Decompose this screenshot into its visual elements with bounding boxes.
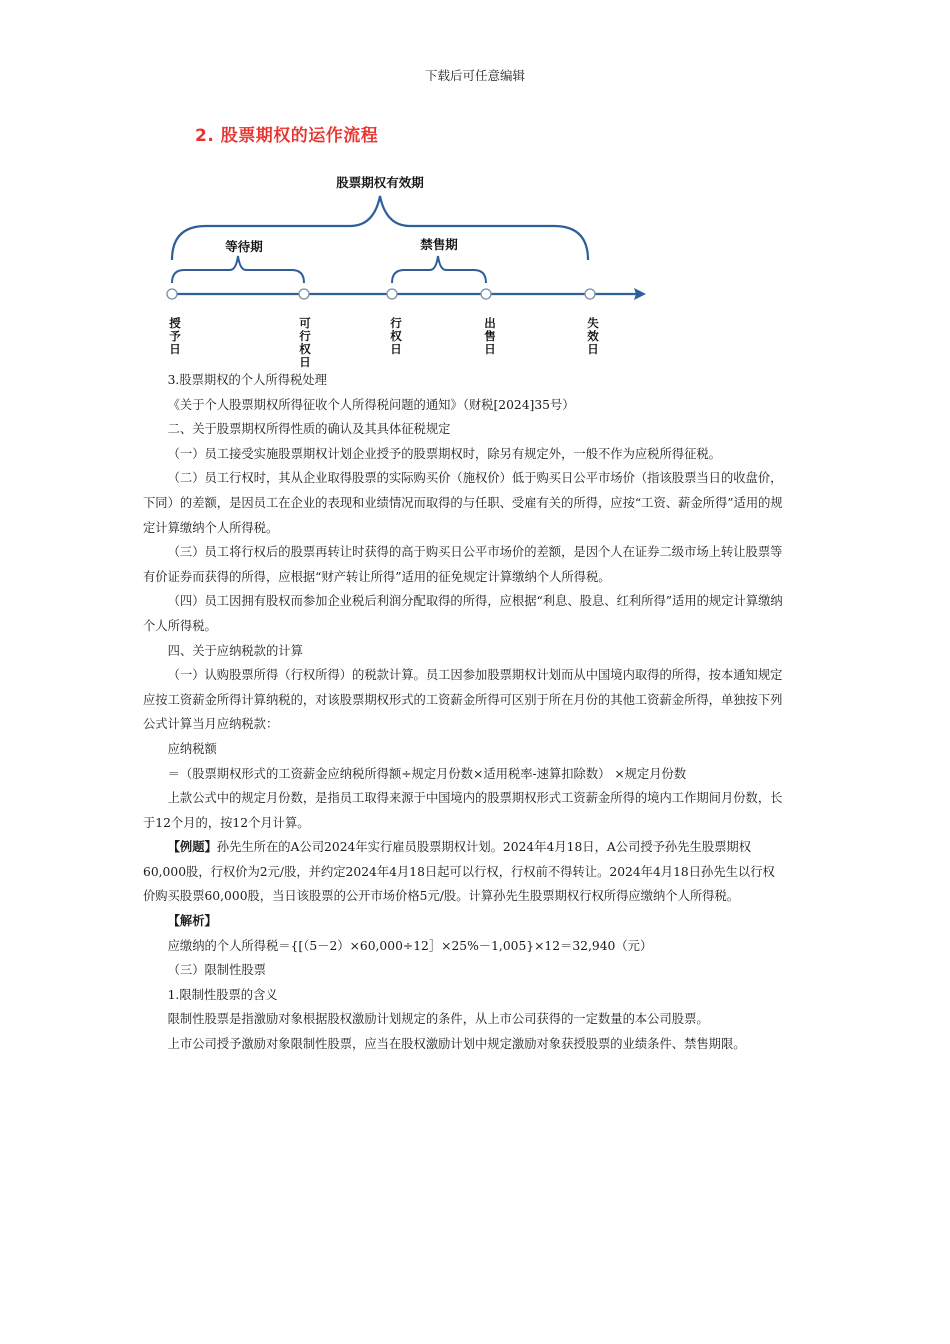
- document-body: [143, 368, 783, 1057]
- svg-text:授: 授: [169, 316, 181, 330]
- paragraph-restricted-definition: 限制性股票是指激励对象根据股权激励计划规定的条件，从上市公司获得的一定数量的本公司股票。: [167, 1012, 709, 1027]
- paragraph-example: [143, 835, 783, 909]
- paragraph-calc-1: （一）认购股票所得（行权所得）的税款计算。员工因参加股票期权计划而从中国境内取得的所得，按本通知规定应按工资薪金所得计算纳税的，对该股票期权形式的工资薪金所得可区别于所在月份的其他工资薪金所得，单独按下列公式计算当月应纳税款：: [143, 668, 783, 732]
- svg-text:行: 行: [390, 316, 402, 330]
- page-header: 下载后可任意编辑: [424, 68, 525, 83]
- paragraph-section-four: 四、关于应纳税款的计算: [167, 643, 303, 658]
- node-vesting-date: [299, 289, 309, 299]
- paragraph-formula-label: 应纳税额: [167, 741, 217, 756]
- svg-text:行: 行: [299, 329, 311, 343]
- label-exercise-date: [390, 316, 402, 356]
- paragraph-notice-title: 《关于个人股票期权所得征收个人所得税问题的通知》（财税[2024]35号）: [167, 397, 575, 412]
- label-sale-date: [484, 316, 496, 356]
- paragraph-restricted-conditions: 上市公司授予激励对象限制性股票，应当在股权激励计划中规定激励对象获授股票的业绩条件、禁售期限。: [167, 1037, 746, 1052]
- node-sale-date: [481, 289, 491, 299]
- label-expiry-date: [587, 316, 599, 356]
- svg-text:失: 失: [587, 316, 599, 330]
- node-expiry-date: [585, 289, 595, 299]
- example-text: 孙先生所在的A公司2024年实行雇员股票期权计划。2024年4月18日，A公司授予孙先生股票期权60,000股，行权价为2元/股，并约定2024年4月18日起可以行权，行权前不得转让。2024年4月18日孙先生以行权价购买股票60,000股，当日该股票的公开市场价格5元/股。计算孙先生股票期权行权所得应缴纳个人所得税。: [143, 840, 775, 904]
- svg-text:效: 效: [587, 329, 599, 343]
- label-vesting-date: [299, 316, 311, 368]
- lockup-period-label: 禁售期: [420, 237, 458, 252]
- svg-text:日: 日: [169, 342, 181, 356]
- waiting-period-label: 等待期: [225, 239, 263, 254]
- svg-text:出: 出: [484, 316, 496, 330]
- paragraph-restricted-heading: （三）限制性股票: [167, 963, 266, 978]
- label-grant-date: [168, 316, 181, 356]
- paragraph-item-3: （三）员工将行权后的股票再转让时获得的高于购买日公平市场价的差额，是因个人在证券二级市场上转让股票等有价证券而获得的所得，应根据“财产转让所得”适用的征免规定计算缴纳个人所得税。: [143, 545, 783, 584]
- node-exercise-date: [387, 289, 397, 299]
- paragraph-tax-heading: 3.股票期权的个人所得税处理: [167, 373, 327, 387]
- paragraph-analysis-formula: 应缴纳的个人所得税＝{[（5－2）×60,000÷12］×25%－1,005}×12＝32,940（元）: [167, 938, 653, 953]
- paragraph-item-1: （一）员工接受实施股票期权计划企业授予的股票期权时，除另有规定外，一般不作为应税所得征税。: [167, 446, 721, 461]
- svg-text:日: 日: [587, 342, 599, 356]
- paragraph-analysis-label: 【解析】: [167, 913, 217, 929]
- overall-period-label: 股票期权有效期: [336, 175, 424, 190]
- svg-text:权: 权: [299, 342, 311, 356]
- paragraph-formula: ＝（股票期权形式的工资薪金应纳税所得额÷规定月份数×适用税率-速算扣除数） ×规定月份数: [167, 766, 687, 781]
- stock-option-timeline-diagram: [160, 168, 660, 368]
- waiting-brace: [172, 256, 304, 283]
- example-label: 【例题】: [167, 839, 217, 855]
- section-title: 2. 股票期权的运作流程: [195, 126, 379, 146]
- svg-text:日: 日: [299, 355, 311, 368]
- paragraph-item-2: （二）员工行权时，其从企业取得股票的实际购买价（施权价）低于购买日公平市场价（指该股票当日的收盘价，下同）的差额，是因员工在企业的表现和业绩情况而取得的与任职、受雇有关的所得，应按“工资、薪金所得”适用的规定计算缴纳个人所得税。: [143, 471, 783, 535]
- paragraph-months-note: 上款公式中的规定月份数，是指员工取得来源于中国境内的股票期权形式工资薪金所得的境内工作期间月份数，长于12个月的，按12个月计算。: [143, 791, 783, 830]
- svg-text:日: 日: [390, 342, 402, 356]
- lockup-brace: [392, 256, 486, 283]
- paragraph-section-two: 二、关于股票期权所得性质的确认及其具体征税规定: [167, 422, 451, 437]
- svg-text:日: 日: [484, 342, 496, 356]
- svg-text:权: 权: [390, 329, 402, 343]
- svg-text:予: 予: [169, 329, 181, 343]
- node-grant-date: [167, 289, 177, 299]
- paragraph-restricted-meaning: 1.限制性股票的含义: [167, 987, 278, 1002]
- paragraph-item-4: （四）员工因拥有股权而参加企业税后利润分配取得的所得，应根据“利息、股息、红利所得”适用的规定计算缴纳个人所得税。: [143, 594, 783, 633]
- svg-text:可: 可: [299, 316, 311, 330]
- svg-text:售: 售: [484, 329, 496, 343]
